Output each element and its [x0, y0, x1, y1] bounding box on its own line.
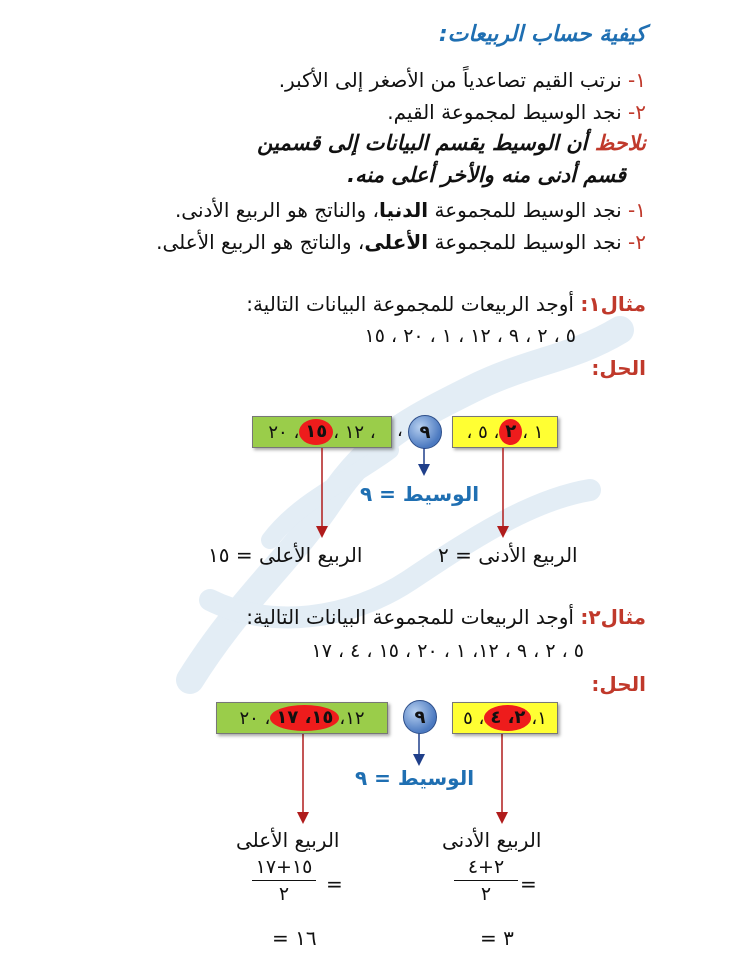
example2-upper-frac-den: ٢ — [278, 883, 290, 905]
example2-upper-result: ١٦ = — [272, 926, 317, 950]
page-title: كيفية حساب الربيعات: — [438, 22, 646, 47]
example2-upper-b: ، ٢٠ — [239, 707, 271, 729]
example2-upper-frac-num: ١٥+١٧ — [255, 856, 313, 878]
example1-upper-a: ، ١٢ ، — [333, 421, 376, 443]
example2-data: ٥ ، ٢ ، ٩ ، ١٢، ١ ، ٢٠ ، ١٥ ، ٤ ، ١٧ — [311, 640, 584, 662]
example1-upper-quartile: الربيع الأعلى = ١٥ — [208, 543, 363, 567]
example1-median-text: الوسيط = ٩ — [360, 482, 480, 506]
example2-upper-fraction — [252, 856, 316, 905]
example2-label: مثال٢: — [580, 605, 646, 629]
quartile-step-1-num: ١- — [628, 198, 646, 222]
example2-upper-quartile-mark: ١٥، ١٧ — [270, 705, 339, 731]
step-2-num: ٢- — [628, 100, 646, 124]
example2-question — [246, 605, 646, 629]
example1-lower-quartile-mark: ٢ — [499, 419, 522, 445]
example2-lower-frac-den: ٢ — [480, 883, 492, 905]
example2-lower-quartile-mark: ٢، ٤ — [484, 705, 531, 731]
example1-upper-quartile-mark: ١٥ — [299, 419, 333, 445]
example1-separator: ، — [397, 420, 403, 441]
step-1-text: نرتب القيم تصاعدياً من الأصغر إلى الأكبر. — [278, 68, 629, 92]
example1-lower-a: ١ ، — [522, 421, 544, 443]
example2-lower-equals: = — [520, 872, 537, 896]
step-1-num: ١- — [628, 68, 646, 92]
quartile-step-2-num: ٢- — [628, 230, 646, 254]
example2-lower-b: ، ٥ — [463, 707, 485, 729]
quartile-step-1-post: ، والناتج هو الربيع الأدنى. — [174, 198, 380, 222]
quartile-step-1-bold: الدنيا — [379, 198, 429, 222]
example2-upper-quartile-label: الربيع الأعلى — [236, 828, 340, 852]
example1-upper-b: ، ٢٠ — [268, 421, 300, 443]
example1-data: ٥ ، ٢ ، ٩ ، ١٢ ، ١ ، ٢٠ ، ١٥ — [364, 325, 576, 347]
example2-median-text: الوسيط = ٩ — [355, 766, 475, 790]
note-text-1: أن الوسيط يقسم البيانات إلى قسمين — [257, 131, 595, 155]
step-2-text: نجد الوسيط لمجموعة القيم. — [387, 100, 629, 124]
example1-lower-b: ، ٥ ، — [466, 421, 500, 443]
example1-lower-quartile: الربيع الأدنى = ٢ — [438, 543, 578, 567]
example1-solution-label: الحل: — [591, 356, 646, 380]
note-line-2: قسم أدنى منه والأخر أعلى منه. — [347, 163, 626, 187]
quartile-step-2-pre: نجد الوسيط للمجموعة — [428, 230, 629, 254]
example2-question-text: أوجد الربيعات للمجموعة البيانات التالية: — [246, 605, 581, 629]
quartile-step-1-pre: نجد الوسيط للمجموعة — [428, 198, 629, 222]
example2-upper-equals: = — [326, 872, 343, 896]
example1-median-circle: ٩ — [408, 415, 442, 449]
quartile-step-2-bold: الأعلى — [364, 230, 429, 254]
example1-label: مثال١: — [580, 292, 646, 316]
example2-lower-quartile-label: الربيع الأدنى — [442, 828, 542, 852]
example2-upper-box — [216, 702, 388, 734]
example2-solution-label: الحل: — [591, 672, 646, 696]
example2-lower-frac-num: ٢+٤ — [467, 856, 505, 878]
note-label: نلاحظ — [594, 131, 646, 155]
example2-lower-frac-bar — [454, 880, 518, 881]
example2-lower-fraction — [454, 856, 518, 905]
example2-lower-a: ١، — [531, 707, 547, 729]
example1-question-text: أوجد الربيعات للمجموعة البيانات التالية: — [246, 292, 581, 316]
example2-upper-a: ١٢، — [339, 707, 365, 729]
example2-lower-result: ٣ = — [480, 926, 514, 950]
quartile-step-2-post: ، والناتج هو الربيع الأعلى. — [156, 230, 365, 254]
example2-lower-box — [452, 702, 558, 734]
example2-upper-frac-bar — [252, 880, 316, 881]
example2-median-circle: ٩ — [403, 700, 437, 734]
